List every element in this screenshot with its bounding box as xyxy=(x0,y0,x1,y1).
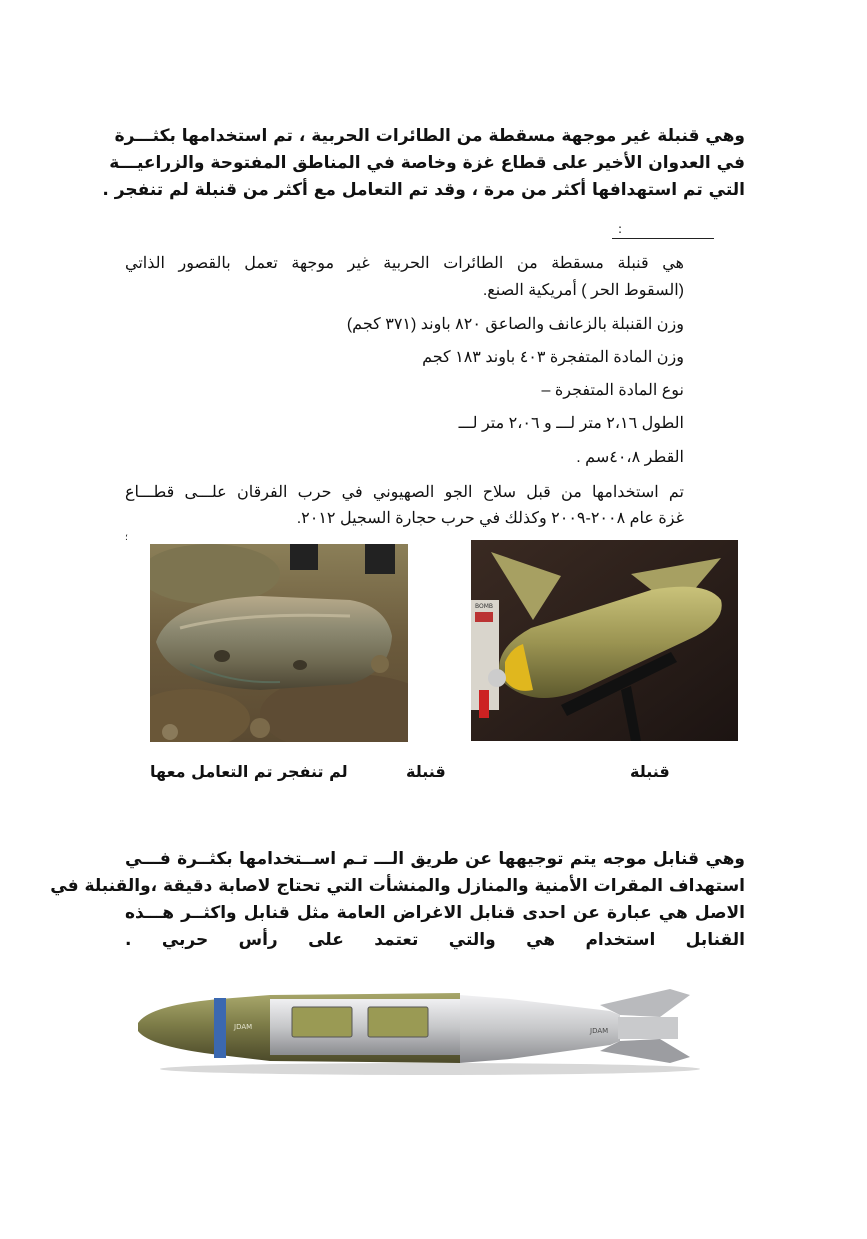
caption-bomb-right: قنبلة xyxy=(630,762,670,781)
museum-tag-label: BOMB xyxy=(475,603,494,610)
stray-mark: ؛ xyxy=(125,533,128,543)
spec-usage-1: تم استخدامها من قبل سلاح الجو الصهيوني في حرب الفرقان علـــى قطـــاع xyxy=(125,484,684,501)
unexploded-bomb-illustration xyxy=(150,544,408,742)
intro-line-1: وهي قنبلة غير موجهة مسقطة من الطائرات الحربية ، تم استخدامها بكثـــرة xyxy=(114,126,745,146)
spec-length: الطول ٢،١٦ متر لـــ و ٢،٠٦ متر لـــ xyxy=(458,415,684,432)
jdam-marking-right: JDAM xyxy=(590,1027,609,1035)
intro-line-3: التي تم استهدافها أكثر من مرة ، وقد تم التعامل مع أكثر من قنبلة لم تنفجر . xyxy=(102,180,745,200)
jdam-bomb-photo xyxy=(130,985,710,1077)
spec-diameter: القطر ٤٠،٨سم . xyxy=(576,449,684,466)
guided-line-1: وهي قنابل موجه يتم توجيهها عن طريق الـــ تـم اســتخدامها بكثــرة فـــي xyxy=(125,849,745,869)
jdam-marking-left: JDAM xyxy=(234,1023,253,1031)
spec-explosive-type: نوع المادة المتفجرة – xyxy=(541,382,684,399)
jdam-bomb-illustration xyxy=(130,985,710,1077)
intro-line-2: في العدوان الأخير على قطاع غزة وخاصة في المناطق المفتوحة والزراعيـــة xyxy=(109,153,745,173)
guided-bombs-paragraph xyxy=(50,846,745,954)
unexploded-bomb-photo xyxy=(150,544,408,742)
guided-line-4: القنابل استخدام هي والتي تعتمد على رأس حربي . xyxy=(125,930,745,950)
heading-underline xyxy=(612,238,714,239)
museum-bomb-photo xyxy=(471,540,738,741)
spec-description-2: (السقوط الحر ) أمريكية الصنع. xyxy=(482,282,684,299)
guided-line-3: الاصل هي عبارة عن احدى قنابل الاغراض العامة مثل قنابل واكثــر هـــذه xyxy=(125,903,745,923)
spec-usage-2: غزة عام ٢٠٠٨-٢٠٠٩ وكذلك في حرب حجارة السجيل ٢٠١٢. xyxy=(296,510,684,527)
intro-paragraph xyxy=(102,123,745,204)
museum-bomb-illustration xyxy=(471,540,738,741)
guided-line-2: استهداف المقرات الأمنية والمنازل والمنشأت التي تحتاج لاصابة دقيقة ،والقنبلة في xyxy=(50,876,745,896)
spec-description-1: هي قنبلة مسقطة من الطائرات الحربية غير موجهة تعمل بالقصور الذاتي xyxy=(125,255,684,272)
spec-weight: وزن القنبلة بالزعانف والصاعق ٨٢٠ باوند (٣٧١ كجم) xyxy=(346,316,684,333)
heading-colon: : xyxy=(618,222,623,236)
caption-unexploded: لم تنفجر تم التعامل معها xyxy=(150,762,348,781)
caption-bomb-middle: قنبلة xyxy=(406,762,446,781)
spec-explosive-weight: وزن المادة المتفجرة ٤٠٣ باوند ١٨٣ كجم xyxy=(422,349,684,366)
